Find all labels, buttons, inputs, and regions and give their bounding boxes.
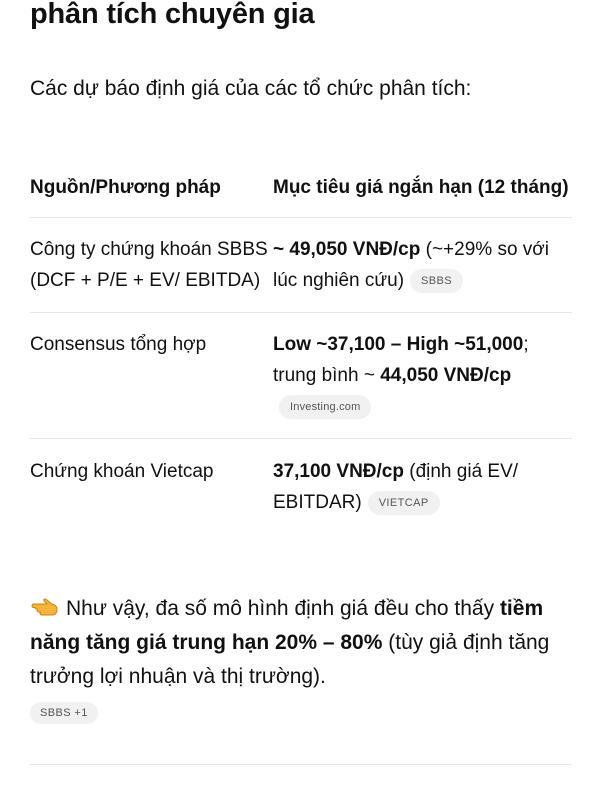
summary-lead: Như vậy, đa số mô hình định giá đều cho thấy xyxy=(66,597,500,620)
table-row xyxy=(30,218,572,313)
source-badge-sbbs[interactable]: SBBS xyxy=(410,269,463,293)
row-target xyxy=(273,456,572,518)
target-price: ~ 49,050 VNĐ/cp xyxy=(273,239,421,260)
target-range: Low ~37,100 – High ~51,000 xyxy=(273,334,524,355)
pointing-hand-icon xyxy=(30,597,60,617)
valuation-table xyxy=(30,140,572,530)
row-target xyxy=(273,329,572,422)
target-note: (~+29% so với lúc nghiên cứu) xyxy=(273,239,549,291)
target-note: ; trung bình ~ xyxy=(273,334,529,386)
source-badge-vietcap[interactable]: VIETCAP xyxy=(368,491,440,515)
divider xyxy=(30,764,572,765)
source-badge-sbbs-plus[interactable]: SBBS +1 xyxy=(30,702,98,724)
source-badge-investing[interactable]: Investing.com xyxy=(279,395,371,419)
section-heading: phân tích chuyên gia xyxy=(30,0,315,30)
row-source: Chứng khoán Vietcap xyxy=(30,461,214,482)
target-note: (định giá EV/ EBITDAR) xyxy=(273,461,519,513)
target-average: 44,050 VNĐ/cp xyxy=(380,365,512,386)
table-row xyxy=(30,313,572,439)
target-price: 37,100 VNĐ/cp xyxy=(273,461,404,482)
header-source: Nguồn/Phương pháp xyxy=(30,177,221,198)
row-source: Consensus tổng hợp xyxy=(30,334,207,355)
summary-highlight: tiềm năng tăng giá trung hạn 20% – 80% xyxy=(30,597,544,654)
table-header-row xyxy=(30,140,572,218)
intro-text: Các dự báo định giá của các tổ chức phân tích: xyxy=(30,77,472,100)
header-target: Mục tiêu giá ngắn hạn (12 tháng) xyxy=(273,177,569,198)
summary-tail: (tùy giả định tăng trưởng lợi nhuận và thị trường). xyxy=(30,631,550,688)
summary-paragraph xyxy=(30,592,575,694)
row-source: Công ty chứng khoán SBBS (DCF + P/E + EV/ EBITDA) xyxy=(30,239,268,291)
table-row xyxy=(30,439,572,530)
row-target xyxy=(273,234,572,296)
